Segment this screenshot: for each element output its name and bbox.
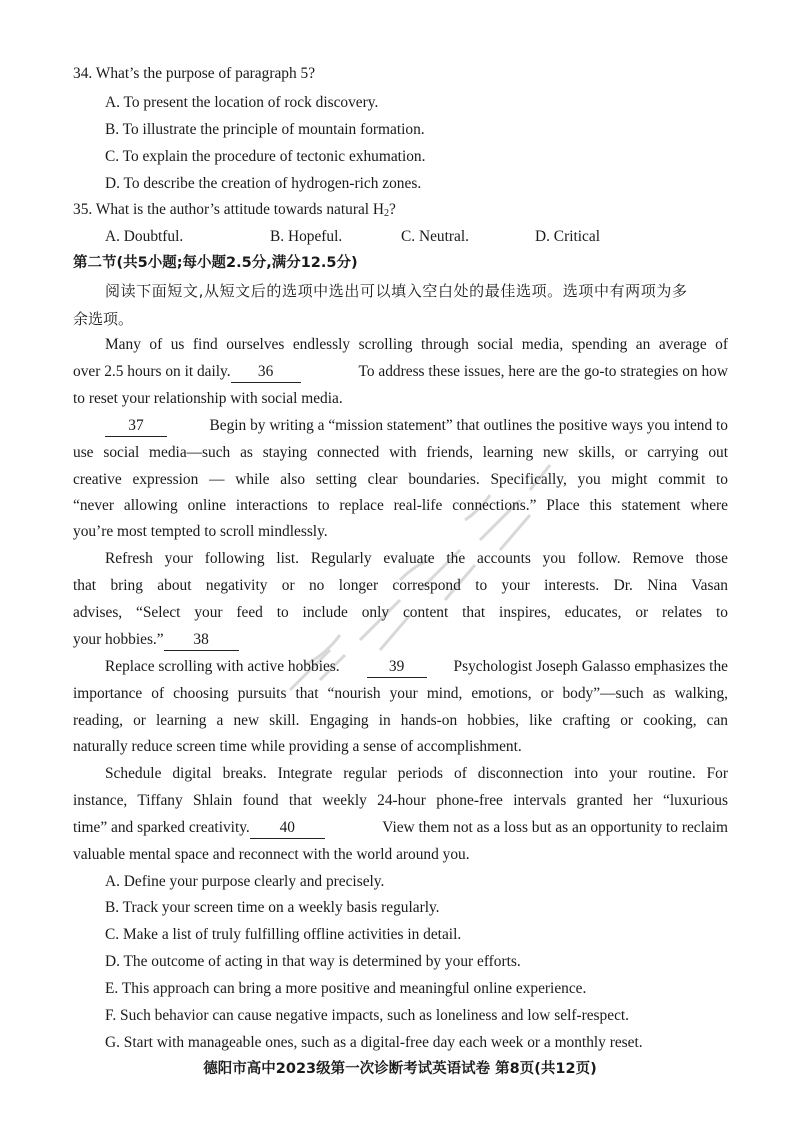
choice-a: A. Define your purpose clearly and precisely. — [105, 873, 385, 890]
passage-p4-text-a: Replace scrolling with active hobbies. — [105, 658, 340, 675]
passage-p5-line2: instance, Tiffany Shlain found that weekly 24-hour phone-free intervals granted her “luxurious — [73, 792, 728, 809]
blank-37[interactable]: 37 — [105, 416, 167, 437]
passage-p4-line4: naturally reduce screen time while providing a sense of accomplishment. — [73, 738, 522, 755]
passage-p5-line4: valuable mental space and reconnect with the world around you. — [73, 846, 470, 863]
passage-p1-line3: to reset your relationship with social media. — [73, 390, 343, 407]
question-34-option-d: D. To describe the creation of hydrogen-rich zones. — [105, 175, 422, 192]
passage-p5-text-b: View them not as a loss but as an opportunity to reclaim — [382, 819, 728, 836]
question-34-option-a: A. To present the location of rock discovery. — [105, 94, 379, 111]
passage-p2-line4: “never allowing online interactions to replace real-life connections.” Place this statement where — [73, 497, 728, 514]
passage-p5-line3 — [73, 818, 728, 839]
choice-c: C. Make a list of truly fulfilling offline activities in detail. — [105, 926, 462, 943]
passage-p4-text-b: Psychologist Joseph Galasso emphasizes the — [453, 658, 728, 675]
choice-e: E. This approach can bring a more positive and meaningful online experience. — [105, 980, 587, 997]
passage-p2-line2: use social media—such as staying connected with friends, learning new skills, or carrying out — [73, 444, 728, 461]
choice-d: D. The outcome of acting in that way is determined by your efforts. — [105, 953, 521, 970]
passage-p2-text: Begin by writing a “mission statement” that outlines the positive ways you intend to — [209, 417, 728, 434]
page-footer: 德阳市高中2023级第一次诊断考试英语试卷 第8页(共12页) — [203, 1061, 597, 1077]
question-35-option-b: B. Hopeful. — [270, 228, 343, 245]
passage-p3-line4 — [73, 630, 239, 651]
question-35-stem-end: ? — [389, 201, 396, 218]
question-34-stem: 34. What’s the purpose of paragraph 5? — [73, 65, 316, 82]
choice-b: B. Track your screen time on a weekly basis regularly. — [105, 899, 440, 916]
passage-p3-line1: Refresh your following list. Regularly evaluate the accounts you follow. Remove those — [105, 550, 728, 567]
passage-p3-text-end: your hobbies.” — [73, 631, 164, 648]
blank-38[interactable]: 38 — [164, 630, 239, 651]
choice-g: G. Start with manageable ones, such as a digital-free day each week or a monthly reset. — [105, 1034, 643, 1051]
question-35-stem-text: 35. What is the author’s attitude towards natural H — [73, 201, 385, 218]
passage-p4-line2: importance of choosing pursuits that “nourish your mind, emotions, or body”—such as walking, — [73, 685, 728, 702]
question-34-option-b: B. To illustrate the principle of mountain formation. — [105, 121, 425, 138]
passage-p1-text-a: over 2.5 hours on it daily. — [73, 363, 231, 380]
blank-36[interactable]: 36 — [231, 362, 301, 383]
question-34-option-c: C. To explain the procedure of tectonic exhumation. — [105, 148, 426, 165]
passage-p5-line1: Schedule digital breaks. Integrate regular periods of disconnection into your routine. For — [105, 765, 728, 782]
passage-p4-line1 — [105, 657, 728, 678]
blank-39[interactable]: 39 — [367, 657, 427, 678]
section-heading: 第二节(共5小题;每小题2.5分,满分12.5分) — [73, 255, 358, 271]
question-35-option-a: A. Doubtful. — [105, 228, 184, 245]
question-35-option-d: D. Critical — [535, 228, 600, 245]
question-35-stem — [73, 200, 396, 220]
section-instruction-line2: 余选项。 — [73, 310, 134, 328]
passage-p2-line3: creative expression — while also setting clear boundaries. Specifically, you might commit to — [73, 471, 728, 488]
section-instruction-line1: 阅读下面短文,从短文后的选项中选出可以填入空白处的最佳选项。选项中有两项为多 — [105, 282, 688, 300]
passage-p1-line1: Many of us find ourselves endlessly scrolling through social media, spending an average of — [105, 336, 728, 353]
choice-f: F. Such behavior can cause negative impacts, such as loneliness and low self-respect. — [105, 1007, 630, 1024]
passage-p3-line3: advises, “Select your feed to include only content that inspires, educates, or relates to — [73, 604, 728, 621]
passage-p1-text-b: To address these issues, here are the go-to strategies on how — [358, 363, 728, 380]
passage-p2-line1 — [105, 416, 728, 437]
passage-p2-line5: you’re most tempted to scroll mindlessly. — [73, 523, 328, 540]
blank-40[interactable]: 40 — [250, 818, 325, 839]
passage-p4-line3: reading, or learning a new skill. Engaging in hands-on hobbies, like crafting or cooking, can — [73, 712, 728, 729]
passage-p1-line2 — [73, 362, 728, 383]
passage-p3-line2: that bring about negativity or no longer correspond to your interests. Dr. Nina Vasan — [73, 577, 728, 594]
question-35-option-c: C. Neutral. — [401, 228, 469, 245]
question-35-stem-subscript: 2 — [384, 208, 390, 219]
passage-p5-text-a: time” and sparked creativity. — [73, 819, 250, 836]
